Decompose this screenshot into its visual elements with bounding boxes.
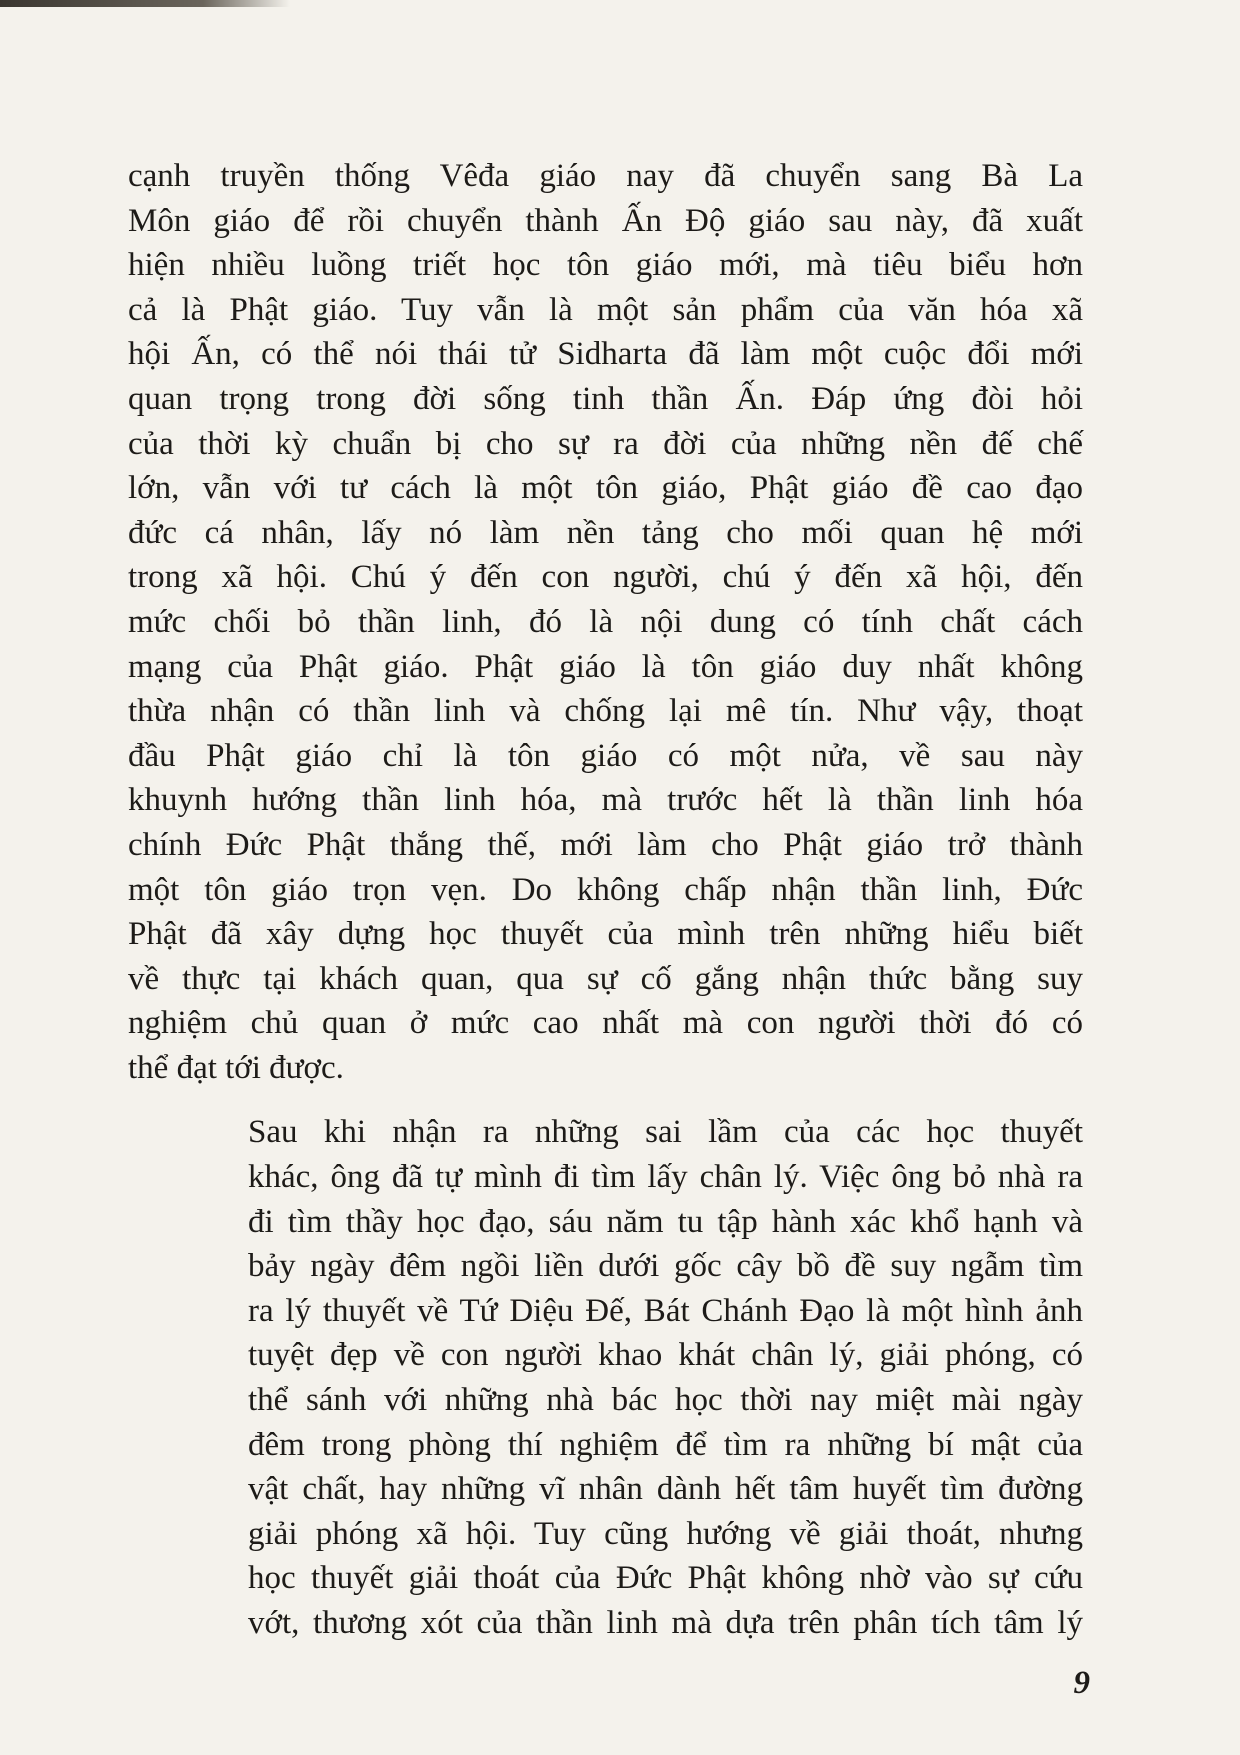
text-line: cạnh truyền thống Vêđa giáo nay đã chuyển sang Bà La (128, 158, 1083, 194)
paragraph-1 (128, 154, 1083, 1090)
text-line: mạng của Phật giáo. Phật giáo là tôn giáo duy nhất không (128, 648, 1083, 685)
text-line: Phật đã xây dựng học thuyết của mình trên những hiểu biết (128, 916, 1083, 953)
text-line: hội Ấn, có thể nói thái tử Sidharta đã làm một cuộc đổi mới (128, 336, 1083, 373)
top-edge-rule (0, 0, 290, 7)
text-line: thể sánh với những nhà bác học thời nay miệt mài ngày (248, 1382, 1083, 1419)
text-line: trong xã hội. Chú ý đến con người, chú ý đến xã hội, đến (128, 559, 1083, 596)
text-line: khác, ông đã tự mình đi tìm lấy chân lý. Việc ông bỏ nhà ra (248, 1159, 1083, 1196)
text-line: quan trọng trong đời sống tinh thần Ấn. Đáp ứng đòi hỏi (128, 380, 1083, 417)
text-line: khuynh hướng thần linh hóa, mà trước hết là thần linh hóa (128, 782, 1083, 819)
text-line: của thời kỳ chuẩn bị cho sự ra đời của những nền đế chế (128, 425, 1083, 462)
text-line: đức cá nhân, lấy nó làm nền tảng cho mối quan hệ mới (128, 514, 1083, 551)
text-line: tuyệt đẹp về con người khao khát chân lý, giải phóng, có (248, 1337, 1083, 1374)
text-line: vớt, thương xót của thần linh mà dựa trên phân tích tâm lý (248, 1605, 1083, 1641)
text-line: thừa nhận có thần linh và chống lại mê tín. Như vậy, thoạt (128, 693, 1083, 730)
paragraph-2 (128, 1110, 1083, 1645)
text-line: bảy ngày đêm ngồi liền dưới gốc cây bồ đề suy ngẫm tìm (248, 1248, 1083, 1285)
text-line: nghiệm chủ quan ở mức cao nhất mà con người thời đó có (128, 1005, 1083, 1042)
text-line: vật chất, hay những vĩ nhân dành hết tâm huyết tìm đường (248, 1471, 1083, 1508)
text-line: Sau khi nhận ra những sai lầm của các học thuyết (248, 1114, 1083, 1151)
page-number: 9 (1073, 1665, 1090, 1701)
text-line: hiện nhiều luồng triết học tôn giáo mới, mà tiêu biểu hơn (128, 247, 1083, 284)
text-line: thể đạt tới được. (128, 1049, 344, 1086)
text-line: lớn, vẫn với tư cách là một tôn giáo, Phật giáo đề cao đạo (128, 470, 1083, 507)
text-line: đầu Phật giáo chỉ là tôn giáo có một nửa, về sau này (128, 737, 1083, 774)
text-line: chính Đức Phật thắng thế, mới làm cho Phật giáo trở thành (128, 826, 1083, 863)
text-line: Môn giáo để rồi chuyển thành Ấn Độ giáo sau này, đã xuất (128, 202, 1083, 239)
text-line: cả là Phật giáo. Tuy vẫn là một sản phẩm của văn hóa xã (128, 291, 1083, 328)
text-line: về thực tại khách quan, qua sự cố gắng nhận thức bằng suy (128, 960, 1083, 997)
text-line: giải phóng xã hội. Tuy cũng hướng về giải thoát, nhưng (248, 1515, 1083, 1552)
text-line: mức chối bỏ thần linh, đó là nội dung có tính chất cách (128, 603, 1083, 640)
body-text (128, 154, 1083, 1646)
text-line: một tôn giáo trọn vẹn. Do không chấp nhận thần linh, Đức (128, 871, 1083, 908)
text-line: đi tìm thầy học đạo, sáu năm tu tập hành xác khổ hạnh và (248, 1203, 1083, 1240)
text-line: đêm trong phòng thí nghiệm để tìm ra những bí mật của (248, 1426, 1083, 1463)
text-line: học thuyết giải thoát của Đức Phật không nhờ vào sự cứu (248, 1560, 1083, 1597)
text-line: ra lý thuyết về Tứ Diệu Đế, Bát Chánh Đạo là một hình ảnh (248, 1292, 1083, 1329)
